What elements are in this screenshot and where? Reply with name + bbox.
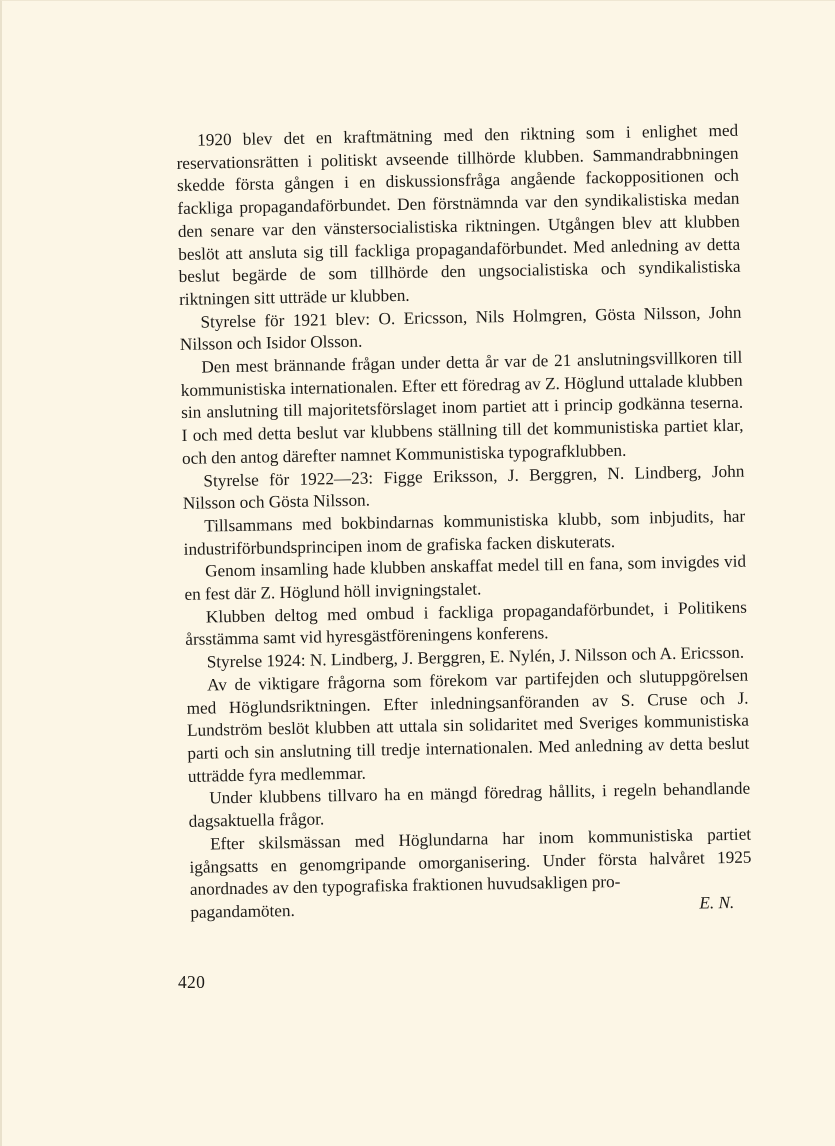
paragraph-5: Tillsammans med bokbindarnas kommunistiska klubb, som inbjudits, har industriförbundsprincipen inom de grafiska facken diskuterats. [183, 506, 746, 559]
paragraph-4: Styrelse för 1922—23: Figge Eriksson, J. Berggren, N. Lindberg, John Nilsson och Gösta Nilsson. [182, 461, 745, 514]
paragraph-11-tail: pagandamöten. [190, 900, 296, 922]
paragraph-1: 1920 blev det en kraftmätning med den riktning som i enlighet med reservationsrätten i politiskt avseende tillhörde klubben. Sammandrabbningen skedde första gången i en diskussionsfråga angående fackoppositionen och fackliga propagandaförbundet. Den förstnämnda var den syndikalistiska medan den senare var den vänstersocialistiska riktningen. Utgången blev att klubben beslöt att ansluta sig till fackliga propagandaförbundet. Med anledning av detta beslut begärde de som tillhörde den ungsocialistiska och syndikalistiska riktningen sitt utträde ur klubben. [176, 120, 741, 309]
paragraph-9: Av de viktigare frågorna som förekom var partifejden och slutuppgörelsen med Höglundsriktningen. Efter inledningsanföranden av S. Cruse och J. Lundström beslöt klubben att uttala sin solidaritet med Sveriges kommunistiska parti och sin anslutning till tredje internationalen. Med anledning av detta beslut utträdde fyra medlemmar. [186, 665, 750, 786]
paragraph-11: Efter skilsmässan med Höglundarna har inom kommunistiska partiet igångsatts en genomgripande omorganisering. Under första halvåret 1925 anordnades av den typografiska fraktionen huvudsakligen pro- [189, 824, 752, 900]
paragraph-3: Den mest brännande frågan under detta år var de 21 anslutningsvillkoren till kommunistiska internationalen. Efter ett föredrag av Z. Höglund uttalade klubben sin anslutning till majoritetsförslaget inom partiet att i princip godkänna teserna. I och med detta beslut var klubbens ställning till det kommunistiska partiet klar, och den antog därefter namnet Kommunistiska typografklubben. [180, 347, 744, 468]
paragraph-6: Genom insamling hade klubben anskaffat medel till en fana, som invigdes vid en fest där Z. Höglund höll invigningstalet. [184, 551, 747, 604]
page-number: 420 [178, 972, 206, 992]
paragraph-7: Klubben deltog med ombud i fackliga propagandaförbundet, i Politikens årsstämma samt vid hyresgästföreningens konferens. [185, 597, 748, 650]
paragraph-10: Under klubbens tillvaro ha en mängd föredrag hållits, i regeln behandlande dagsaktuella frågor. [188, 778, 751, 831]
paragraph-2: Styrelse för 1921 blev: O. Ericsson, Nils Holmgren, Gösta Nilsson, John Nilsson och Isidor Olsson. [179, 302, 742, 355]
paragraph-8: Styrelse 1924: N. Lindberg, J. Berggren, E. Nylén, J. Nilsson och A. Ericsson. [206, 642, 745, 672]
author-signature: E. N. [699, 892, 735, 913]
body-text [176, 120, 752, 925]
